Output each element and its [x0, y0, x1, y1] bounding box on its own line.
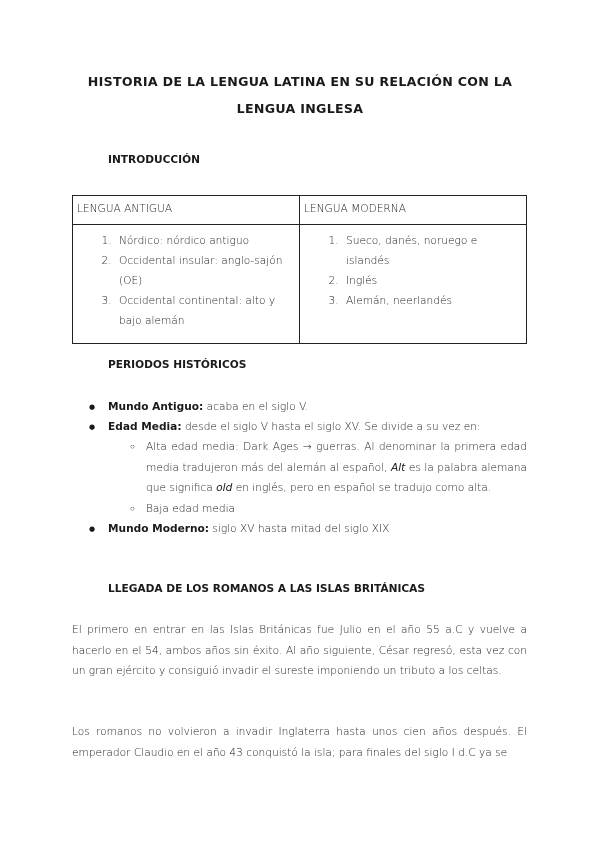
sub-periods-list — [108, 437, 527, 519]
list-item: 1. Sueco, danés, noruego e islandés — [342, 231, 522, 271]
table-cell-modern — [300, 225, 527, 344]
modern-language-list — [304, 231, 522, 311]
language-table — [72, 195, 527, 344]
alta-text-a: Alta edad media: Dark Ages → guerras. Al denominar la primera edad media tradujeron más del alemán al español, — [146, 441, 527, 474]
list-item — [108, 397, 527, 417]
romans-heading: LLEGADA DE LOS ROMANOS A LAS ISLAS BRITÁNICAS — [108, 583, 425, 595]
title-line-2: LENGUA INGLESA — [236, 101, 364, 116]
document-title — [60, 68, 540, 122]
alta-word-old: old — [216, 482, 233, 494]
table-header-modern: LENGUA MODERNA — [300, 196, 527, 225]
intro-heading: INTRODUCCIÓN — [108, 154, 200, 166]
list-item — [108, 417, 527, 519]
periods-heading: PERIODOS HISTÓRICOS — [108, 359, 247, 371]
list-item: 2. Inglés — [342, 271, 522, 291]
alta-word-alt: Alt — [390, 461, 406, 474]
list-item — [130, 437, 527, 499]
paragraph: El primero en entrar en las Islas Británicas fue Julio en el año 55 a.C y vuelve a hacerlo en el 54, ambos años sin éxito. Al año siguiente, César regresó, esta vez con un gran ejército y consiguió invadir el sureste imponiendo un tributo a los celtas. — [72, 624, 527, 677]
period-text: acaba en el siglo V. — [203, 401, 309, 413]
ancient-language-list — [77, 231, 295, 331]
paragraph: Los romanos no volvieron a invadir Inglaterra hasta unos cien años después. El emperador Claudio en el año 43 conquistó la isla; para finales del siglo I d.C ya se — [72, 726, 527, 759]
list-item: 1. Nórdico: nórdico antiguo — [115, 231, 295, 251]
period-text: siglo XV hasta mitad del siglo XIX — [209, 523, 390, 535]
table-header-row — [73, 196, 527, 225]
table-header-ancient: LENGUA ANTIGUA — [73, 196, 300, 225]
list-item: 3. Occidental continental: alto y bajo alemán — [115, 291, 295, 331]
list-item: 2. Occidental insular: anglo-sajón (OE) — [115, 251, 295, 291]
alta-text-b: es la palabra alemana que significa — [146, 461, 527, 494]
period-text: desde el siglo V hasta el siglo XV. Se divide a su vez en: — [181, 421, 481, 433]
table-cell-ancient — [73, 225, 300, 344]
title-line-1: HISTORIA DE LA LENGUA LATINA EN SU RELACIÓN CON LA — [87, 74, 513, 89]
list-item: ○ Baja edad media — [130, 499, 527, 520]
list-item — [108, 519, 527, 539]
period-label: Edad Media: — [108, 421, 182, 433]
table-row — [73, 225, 527, 344]
alta-text-c: en inglés, pero en español se tradujo como alta. — [232, 482, 492, 494]
periods-list — [72, 397, 527, 539]
period-label: Mundo Moderno: — [108, 523, 210, 535]
period-label: Mundo Antiguo: — [108, 401, 204, 413]
periods-list-section — [72, 397, 527, 539]
list-item: 3. Alemán, neerlandés — [342, 291, 522, 311]
